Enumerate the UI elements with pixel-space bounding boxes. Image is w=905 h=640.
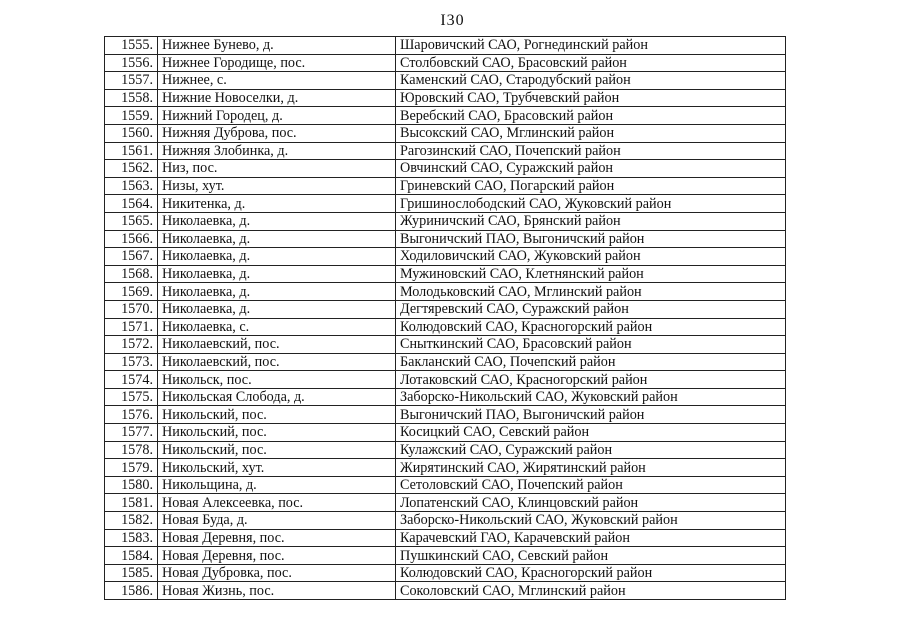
settlement-name: Низ, пос. xyxy=(158,160,396,178)
settlement-name: Нижняя Дуброва, пос. xyxy=(158,124,396,142)
table-row xyxy=(105,265,786,283)
settlement-name: Новая Жизнь, пос. xyxy=(158,582,396,600)
table-row xyxy=(105,494,786,512)
row-number: 1584. xyxy=(105,547,158,565)
page-number: I30 xyxy=(440,12,465,29)
table-row xyxy=(105,72,786,90)
administrative-unit: Заборско-Никольский САО, Жуковский район xyxy=(396,512,786,530)
administrative-unit: Колюдовский САО, Красногорский район xyxy=(396,318,786,336)
administrative-unit: Пушкинский САО, Севский район xyxy=(396,547,786,565)
settlement-name: Николаевка, д. xyxy=(158,300,396,318)
table-row xyxy=(105,177,786,195)
row-number: 1580. xyxy=(105,476,158,494)
settlement-name: Николаевка, с. xyxy=(158,318,396,336)
settlement-name: Нижнее, с. xyxy=(158,72,396,90)
table-row xyxy=(105,124,786,142)
row-number: 1559. xyxy=(105,107,158,125)
settlements-table xyxy=(104,36,786,600)
table-row xyxy=(105,107,786,125)
settlement-name: Николаевка, д. xyxy=(158,230,396,248)
administrative-unit: Жирятинский САО, Жирятинский район xyxy=(396,459,786,477)
settlement-name: Никольск, пос. xyxy=(158,371,396,389)
administrative-unit: Каменский САО, Стародубский район xyxy=(396,72,786,90)
row-number: 1557. xyxy=(105,72,158,90)
row-number: 1577. xyxy=(105,424,158,442)
administrative-unit: Колюдовский САО, Красногорский район xyxy=(396,564,786,582)
settlement-name: Николаевка, д. xyxy=(158,248,396,266)
row-number: 1575. xyxy=(105,388,158,406)
table-row xyxy=(105,476,786,494)
row-number: 1581. xyxy=(105,494,158,512)
row-number: 1574. xyxy=(105,371,158,389)
table-row xyxy=(105,441,786,459)
row-number: 1572. xyxy=(105,336,158,354)
table-row xyxy=(105,142,786,160)
administrative-unit: Юровский САО, Трубчевский район xyxy=(396,89,786,107)
row-number: 1578. xyxy=(105,441,158,459)
settlement-name: Никольщина, д. xyxy=(158,476,396,494)
table-row xyxy=(105,89,786,107)
table-row xyxy=(105,54,786,72)
row-number: 1566. xyxy=(105,230,158,248)
table-row xyxy=(105,37,786,55)
row-number: 1562. xyxy=(105,160,158,178)
row-number: 1569. xyxy=(105,283,158,301)
table-row xyxy=(105,283,786,301)
table-row xyxy=(105,248,786,266)
administrative-unit: Столбовский САО, Брасовский район xyxy=(396,54,786,72)
table-row xyxy=(105,230,786,248)
row-number: 1568. xyxy=(105,265,158,283)
settlement-name: Новая Буда, д. xyxy=(158,512,396,530)
row-number: 1556. xyxy=(105,54,158,72)
settlement-name: Николаевский, пос. xyxy=(158,336,396,354)
row-number: 1555. xyxy=(105,37,158,55)
table-row xyxy=(105,388,786,406)
table-row xyxy=(105,582,786,600)
settlement-name: Николаевка, д. xyxy=(158,283,396,301)
table-row xyxy=(105,406,786,424)
row-number: 1560. xyxy=(105,124,158,142)
administrative-unit: Гриневский САО, Погарский район xyxy=(396,177,786,195)
administrative-unit: Выгоничский ПАО, Выгоничский район xyxy=(396,406,786,424)
settlement-name: Никольский, пос. xyxy=(158,441,396,459)
settlement-name: Новая Деревня, пос. xyxy=(158,547,396,565)
table-row xyxy=(105,353,786,371)
administrative-unit: Заборско-Никольский САО, Жуковский район xyxy=(396,388,786,406)
administrative-unit: Бакланский САО, Почепский район xyxy=(396,353,786,371)
administrative-unit: Карачевский ГАО, Карачевский район xyxy=(396,529,786,547)
row-number: 1586. xyxy=(105,582,158,600)
administrative-unit: Гришинослободский САО, Жуковский район xyxy=(396,195,786,213)
administrative-unit: Шаровичский САО, Рогнединский район xyxy=(396,37,786,55)
table-row xyxy=(105,371,786,389)
table-row xyxy=(105,212,786,230)
administrative-unit: Сетоловский САО, Почепский район xyxy=(396,476,786,494)
row-number: 1570. xyxy=(105,300,158,318)
administrative-unit: Лопатенский САО, Клинцовский район xyxy=(396,494,786,512)
administrative-unit: Выгоничский ПАО, Выгоничский район xyxy=(396,230,786,248)
table-row xyxy=(105,195,786,213)
row-number: 1583. xyxy=(105,529,158,547)
settlement-name: Нижняя Злобинка, д. xyxy=(158,142,396,160)
row-number: 1573. xyxy=(105,353,158,371)
settlement-name: Новая Алексеевка, пос. xyxy=(158,494,396,512)
settlement-name: Нижние Новоселки, д. xyxy=(158,89,396,107)
settlement-name: Николаевский, пос. xyxy=(158,353,396,371)
administrative-unit: Мужиновский САО, Клетнянский район xyxy=(396,265,786,283)
administrative-unit: Ходиловичский САО, Жуковский район xyxy=(396,248,786,266)
administrative-unit: Молодьковский САО, Мглинский район xyxy=(396,283,786,301)
table-row xyxy=(105,529,786,547)
row-number: 1558. xyxy=(105,89,158,107)
row-number: 1576. xyxy=(105,406,158,424)
table-body xyxy=(105,37,786,600)
administrative-unit: Веребский САО, Брасовский район xyxy=(396,107,786,125)
table-row xyxy=(105,459,786,477)
administrative-unit: Косицкий САО, Севский район xyxy=(396,424,786,442)
administrative-unit: Высокский САО, Мглинский район xyxy=(396,124,786,142)
table-row xyxy=(105,336,786,354)
table-row xyxy=(105,547,786,565)
settlement-name: Никитенка, д. xyxy=(158,195,396,213)
administrative-unit: Лотаковский САО, Красногорский район xyxy=(396,371,786,389)
table-row xyxy=(105,512,786,530)
administrative-unit: Рагозинский САО, Почепский район xyxy=(396,142,786,160)
settlement-name: Низы, хут. xyxy=(158,177,396,195)
table-row xyxy=(105,564,786,582)
settlement-name: Никольский, пос. xyxy=(158,406,396,424)
administrative-unit: Дегтяревский САО, Суражский район xyxy=(396,300,786,318)
table-row xyxy=(105,424,786,442)
row-number: 1565. xyxy=(105,212,158,230)
table-row xyxy=(105,300,786,318)
row-number: 1564. xyxy=(105,195,158,213)
settlement-name: Никольская Слобода, д. xyxy=(158,388,396,406)
settlement-name: Новая Деревня, пос. xyxy=(158,529,396,547)
administrative-unit: Сныткинский САО, Брасовский район xyxy=(396,336,786,354)
row-number: 1561. xyxy=(105,142,158,160)
administrative-unit: Журиничский САО, Брянский район xyxy=(396,212,786,230)
administrative-unit: Кулажский САО, Суражский район xyxy=(396,441,786,459)
row-number: 1579. xyxy=(105,459,158,477)
settlement-name: Николаевка, д. xyxy=(158,265,396,283)
administrative-unit: Соколовский САО, Мглинский район xyxy=(396,582,786,600)
settlement-name: Нижнее Бунево, д. xyxy=(158,37,396,55)
settlement-name: Никольский, пос. xyxy=(158,424,396,442)
row-number: 1563. xyxy=(105,177,158,195)
settlement-name: Николаевка, д. xyxy=(158,212,396,230)
table-row xyxy=(105,318,786,336)
row-number: 1571. xyxy=(105,318,158,336)
row-number: 1567. xyxy=(105,248,158,266)
table-row xyxy=(105,160,786,178)
row-number: 1582. xyxy=(105,512,158,530)
settlement-name: Нижний Городец, д. xyxy=(158,107,396,125)
row-number: 1585. xyxy=(105,564,158,582)
administrative-unit: Овчинский САО, Суражский район xyxy=(396,160,786,178)
settlement-name: Нижнее Городище, пос. xyxy=(158,54,396,72)
settlement-name: Новая Дубровка, пос. xyxy=(158,564,396,582)
settlement-name: Никольский, хут. xyxy=(158,459,396,477)
